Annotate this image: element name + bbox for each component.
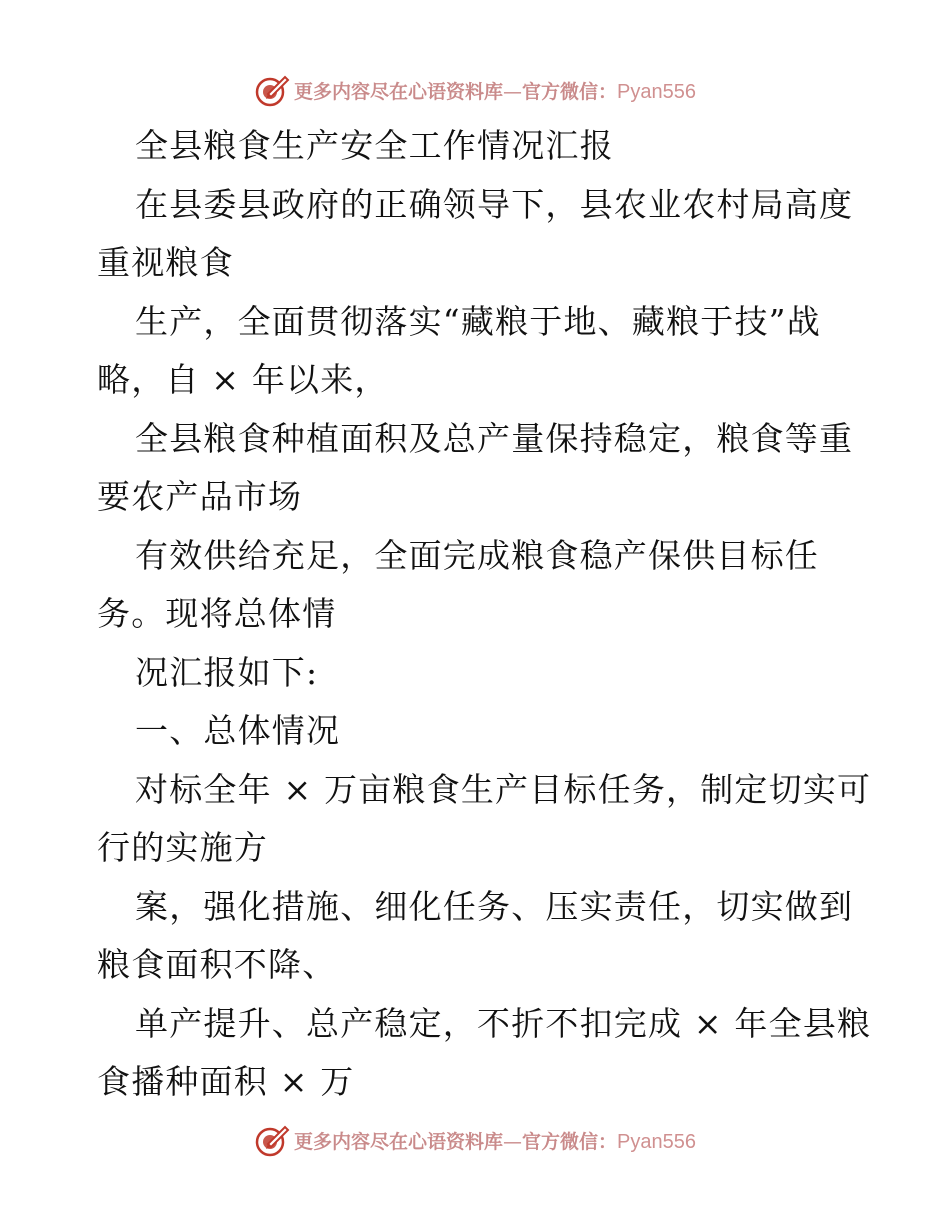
paragraph-line: 单产提升、总产稳定，不折不扣完成 × 年全县粮	[135, 1003, 872, 1043]
paragraph-line: 对标全年 × 万亩粮食生产目标任务，制定切实可	[135, 769, 872, 809]
pen-logo-icon	[254, 72, 290, 108]
watermark-text	[294, 1127, 696, 1154]
watermark-wechat-label: 官方微信：	[522, 1130, 618, 1153]
document-body	[97, 117, 872, 1112]
paragraph-line: 务。现将总体情	[97, 594, 337, 633]
paragraph-line: 生产，全面贯彻落实“藏粮于地、藏粮于技”战	[135, 301, 821, 341]
watermark-wechat-label: 官方微信：	[522, 80, 618, 103]
paragraph-line: 有效供给充足，全面完成粮食稳产保供目标任	[135, 535, 819, 575]
paragraph-line: 要农产品市场	[97, 477, 303, 516]
paragraph-line: 略，自 × 年以来，	[97, 360, 389, 399]
paragraph-line: 在县委县政府的正确领导下，县农业农村局高度	[135, 184, 854, 224]
pen-logo-icon	[254, 1122, 290, 1158]
paragraph-line: 食播种面积 × 万	[97, 1062, 355, 1101]
footer-watermark-banner	[0, 1120, 950, 1160]
document-title: 全县粮食生产安全工作情况汇报	[135, 126, 614, 165]
watermark-wechat-id: Pyan556	[617, 1130, 696, 1153]
paragraph-line: 粮食面积不降、	[97, 945, 337, 984]
paragraph-line: 案，强化措施、细化任务、压实责任，切实做到	[135, 886, 854, 926]
paragraph-line: 全县粮食种植面积及总产量保持稳定，粮食等重	[135, 418, 854, 458]
watermark-separator: —	[503, 80, 523, 103]
header-watermark-banner	[0, 70, 950, 110]
watermark-wechat-id: Pyan556	[617, 80, 696, 103]
watermark-text	[294, 77, 696, 104]
section-heading: 一、总体情况	[135, 711, 341, 750]
paragraph-line: 况汇报如下:	[135, 652, 319, 692]
watermark-site-text: 更多内容尽在心语资料库	[294, 1130, 504, 1153]
paragraph-line: 行的实施方	[97, 828, 268, 867]
paragraph-line: 重视粮食	[97, 243, 234, 282]
watermark-separator: —	[503, 1130, 523, 1153]
watermark-site-text: 更多内容尽在心语资料库	[294, 80, 504, 103]
